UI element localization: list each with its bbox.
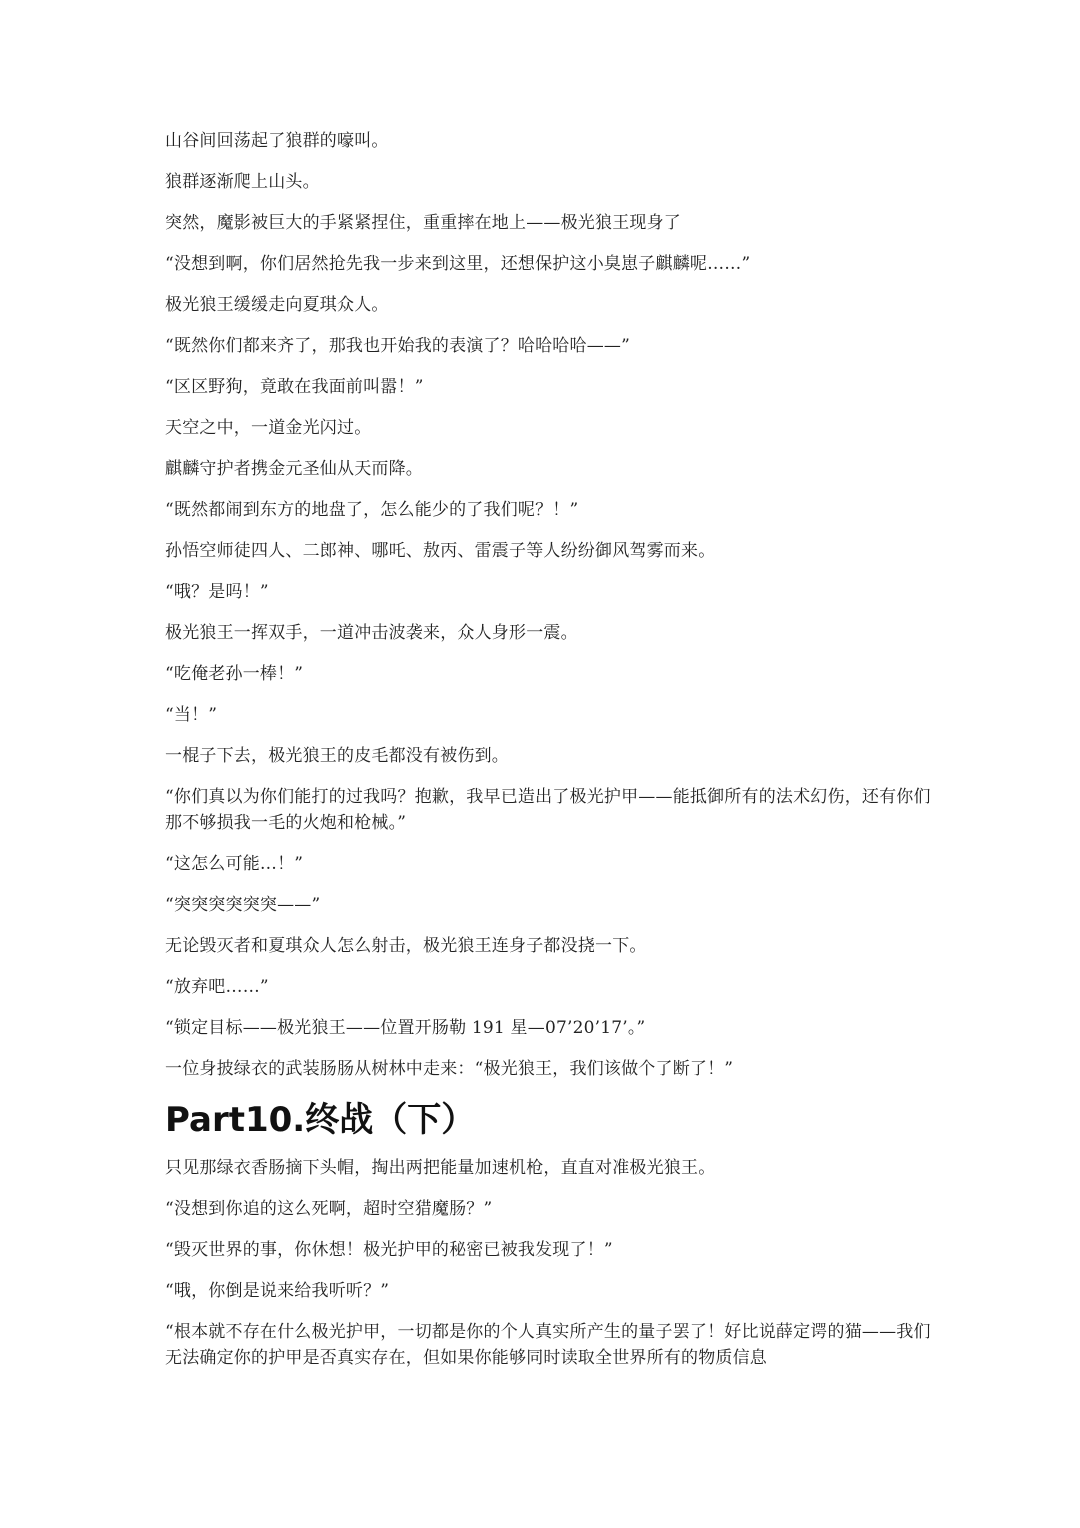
paragraph: 天空之中，一道金光闪过。 bbox=[165, 418, 372, 438]
paragraph: 孙悟空师徒四人、二郎神、哪吒、敖丙、雷震子等人纷纷御风驾雾而来。 bbox=[165, 541, 716, 561]
paragraph: 一棍子下去，极光狼王的皮毛都没有被伤到。 bbox=[165, 746, 509, 766]
paragraph: “根本就不存在什么极光护甲，一切都是你的个人真实所产生的量子罢了！好比说薛定谔的猫——我们无法确定你的护甲是否真实存在，但如果你能够同时读取全世界所有的物质信息 bbox=[165, 1322, 931, 1368]
paragraph: 狼群逐渐爬上山头。 bbox=[165, 172, 320, 192]
paragraph: “吃俺老孙一棒！” bbox=[165, 664, 304, 684]
paragraph: “你们真以为你们能打的过我吗？抱歉，我早已造出了极光护甲——能抵御所有的法术幻伤，还有你们那不够损我一毛的火炮和枪械。” bbox=[165, 787, 931, 833]
paragraph: “这怎么可能…！” bbox=[165, 854, 304, 874]
paragraph: 无论毁灭者和夏琪众人怎么射击，极光狼王连身子都没挠一下。 bbox=[165, 936, 647, 956]
paragraph: 只见那绿衣香肠摘下头帽，掏出两把能量加速机枪，直直对准极光狼王。 bbox=[165, 1158, 716, 1178]
section-heading: Part10.终战（下） bbox=[165, 1100, 476, 1140]
paragraph: “锁定目标——极光狼王——位置开肠勒 191 星—07’20’17’。” bbox=[165, 1018, 646, 1038]
paragraph: “哦，你倒是说来给我听听？” bbox=[165, 1281, 390, 1301]
paragraph: “区区野狗，竟敢在我面前叫嚣！” bbox=[165, 377, 424, 397]
paragraph: “既然都闹到东方的地盘了，怎么能少的了我们呢？！” bbox=[165, 500, 579, 520]
paragraph: 山谷间回荡起了狼群的嚎叫。 bbox=[165, 131, 389, 151]
paragraph: “哦？是吗！” bbox=[165, 582, 269, 602]
paragraph: 极光狼王一挥双手，一道冲击波袭来，众人身形一震。 bbox=[165, 623, 578, 643]
paragraph: “放弃吧……” bbox=[165, 977, 269, 997]
paragraph: “既然你们都来齐了，那我也开始我的表演了？哈哈哈哈——” bbox=[165, 336, 630, 356]
paragraph: “当！” bbox=[165, 705, 218, 725]
paragraph: 突然，魔影被巨大的手紧紧捏住，重重摔在地上——极光狼王现身了 bbox=[165, 213, 681, 233]
paragraph: 一位身披绿衣的武装肠肠从树林中走来：“极光狼王，我们该做个了断了！” bbox=[165, 1059, 734, 1079]
paragraph: 极光狼王缓缓走向夏琪众人。 bbox=[165, 295, 389, 315]
paragraph: “毁灭世界的事，你休想！极光护甲的秘密已被我发现了！” bbox=[165, 1240, 613, 1260]
paragraph: 麒麟守护者携金元圣仙从天而降。 bbox=[165, 459, 423, 479]
paragraph: “没想到你追的这么死啊，超时空猎魔肠？” bbox=[165, 1199, 493, 1219]
text-column bbox=[165, 128, 945, 1386]
paragraph: “没想到啊，你们居然抢先我一步来到这里，还想保护这小臭崽子麒麟呢……” bbox=[165, 254, 751, 274]
paragraph: “突突突突突突——” bbox=[165, 895, 321, 915]
